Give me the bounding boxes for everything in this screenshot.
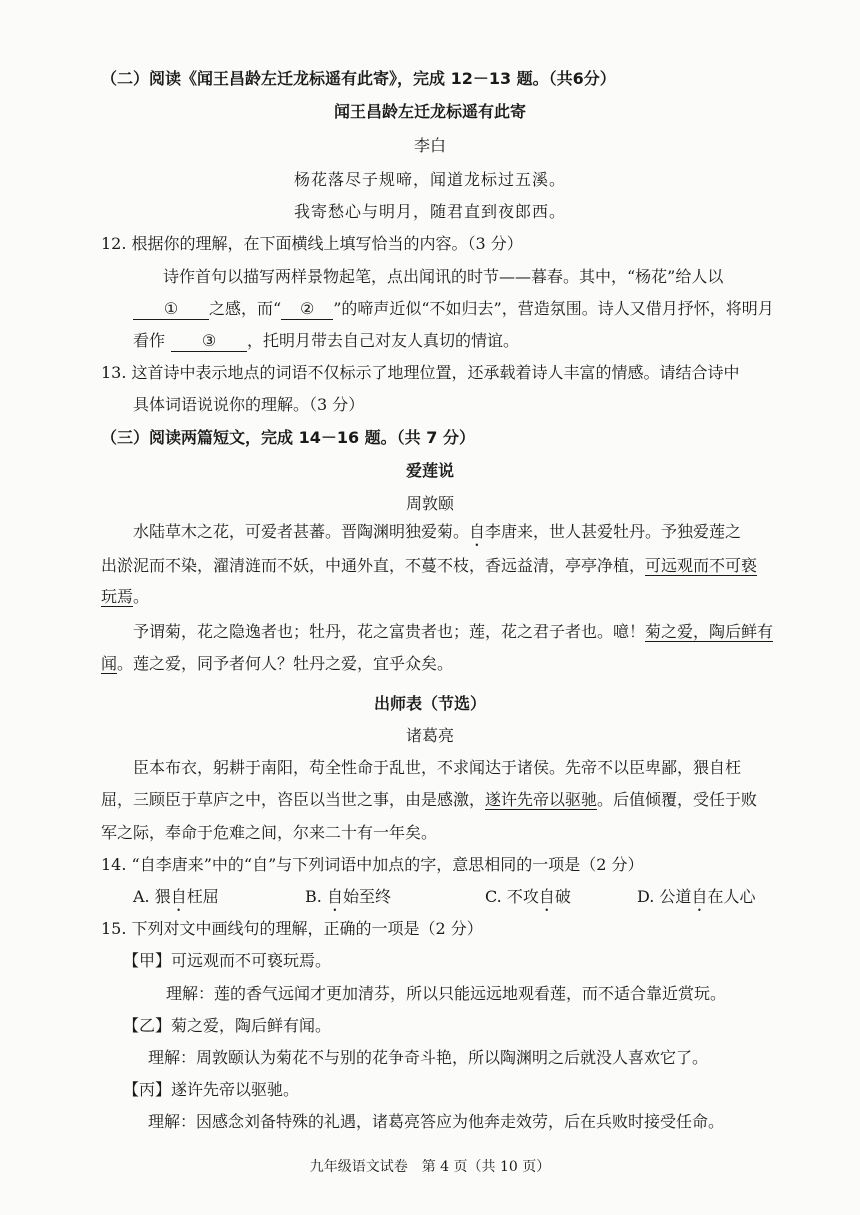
- poem-author: 李白: [413, 136, 446, 155]
- option-d-suffix: 在人心: [707, 887, 756, 906]
- q12-text-2a: 之感，而“: [209, 299, 282, 318]
- q12-text-2b: ”的啼声近似“不如归去”，营造氛围。诗人又借月抒怀，将明月: [333, 299, 774, 318]
- chushi-line-2: [101, 789, 757, 811]
- q15-yi: [123, 1015, 331, 1037]
- q14-stem: 14. “自李唐来”中的“自”与下列词语中加点的字，意思相同的一项是（2 分）: [101, 855, 644, 874]
- section-3-header: （三）阅读两篇短文，完成 14－16 题。（共 7 分）: [101, 428, 475, 447]
- q15-yi-explanation: 理解：周敦颐认为菊花不与别的花争奇斗艳，所以陶渊明之后就没人喜欢它了。: [148, 1048, 709, 1067]
- ailian-text-4a: 予谓菊，花之隐逸者也；牡丹，花之富贵者也；莲，花之君子者也。噫！: [133, 622, 646, 641]
- chushi-author: 诸葛亮: [405, 726, 454, 745]
- section-2-header: （二）阅读《闻王昌龄左迁龙标遥有此寄》，完成 12－13 题。（共6分）: [101, 69, 616, 88]
- q14-option-d[interactable]: [637, 886, 755, 915]
- option-a-dotted: 自: [170, 887, 187, 906]
- option-a-prefix: A. 猥: [133, 887, 171, 906]
- option-b-dotted: 自: [326, 887, 343, 906]
- page-footer: 九年级语文试卷 第 4 页（共 10 页）: [309, 1159, 551, 1175]
- q15-jia-explanation: 理解：莲的香气远闻才更加清芬，所以只能远远地观看莲，而不适合靠近赏玩。: [166, 984, 727, 1003]
- option-d-prefix: D. 公道: [637, 887, 692, 906]
- q12-para-line-3: [133, 330, 519, 352]
- jia-text: 可远观而不可亵玩焉。: [171, 951, 332, 970]
- poem-line-2: 我寄愁心与明月，随君直到夜郎西。: [293, 202, 566, 221]
- q14-option-c[interactable]: [485, 886, 571, 915]
- jia-label: 【甲】: [123, 951, 172, 970]
- q13-stem-line-2: 具体词语说说你的理解。（3 分）: [133, 395, 365, 414]
- q12-stem: 12. 根据你的理解，在下面横线上填写恰当的内容。（3 分）: [101, 234, 523, 253]
- q14-option-a[interactable]: [133, 886, 219, 915]
- ailian-underline-yi-2: 闻: [101, 654, 118, 673]
- option-b-suffix: 始至终: [342, 887, 391, 906]
- ailian-title: 爱莲说: [405, 461, 454, 480]
- ailian-line-4: [133, 621, 773, 643]
- q15-bing: [123, 1079, 299, 1101]
- chushi-underline-bing: 遂许先帝以驱驰: [485, 790, 598, 809]
- ailian-underline-jia-2: 玩焉: [101, 587, 134, 606]
- option-b-prefix: B.: [305, 887, 327, 906]
- option-c-dotted: 自: [538, 887, 555, 906]
- poem-title: 闻王昌龄左迁龙标遥有此寄: [333, 102, 526, 121]
- answer-blank-1[interactable]: ①: [133, 299, 209, 320]
- yi-label: 【乙】: [123, 1016, 172, 1035]
- ailian-text-3-end: 。: [133, 587, 150, 606]
- q13-stem-line-1: 13. 这首诗中表示地点的词语不仅标示了地理位置，还承载着诗人丰富的情感。请结合诗中: [101, 363, 740, 382]
- chushi-title: 出师表（节选）: [373, 694, 486, 713]
- ailian-text-5b: 。莲之爱，同予者何人？牡丹之爱，宜乎众矣。: [117, 654, 454, 673]
- ailian-text-2a: 出淤泥而不染，濯清涟而不妖，中通外直，不蔓不枝，香远益清，亭亭净植，: [101, 556, 646, 575]
- ailian-line-1: [133, 521, 741, 550]
- ailian-line-5: [101, 653, 453, 675]
- q12-text-3a: 看作: [133, 331, 166, 350]
- chushi-text-2b: 。后值倾覆，受任于败: [597, 790, 758, 809]
- chushi-line-3: 军之际，奉命于危难之间，尔来二十有一年矣。: [101, 823, 438, 842]
- option-c-prefix: C. 不攻: [485, 887, 539, 906]
- ailian-author: 周敦颐: [405, 494, 454, 513]
- poem-line-1: 杨花落尽子规啼，闻道龙标过五溪。: [293, 170, 566, 189]
- bing-label: 【丙】: [123, 1080, 172, 1099]
- ailian-text-1a: 水陆草木之花，可爱者甚蕃。晋陶渊明独爱菊。: [133, 522, 470, 541]
- bing-text: 遂许先帝以驱驰。: [171, 1080, 300, 1099]
- answer-blank-3[interactable]: ③: [171, 331, 247, 352]
- ailian-underline-yi-1: 菊之爱，陶后鲜有: [645, 622, 774, 641]
- q15-stem: 15. 下列对文中画线句的理解，正确的一项是（2 分）: [101, 919, 483, 938]
- option-d-dotted: 自: [691, 887, 708, 906]
- q12-text-3b: ，托明月带去自己对友人真切的情谊。: [247, 331, 520, 350]
- ailian-line-2: [101, 555, 757, 577]
- option-a-suffix: 枉屈: [186, 887, 219, 906]
- answer-blank-2[interactable]: ②: [281, 299, 333, 320]
- yi-text: 菊之爱，陶后鲜有闻。: [171, 1016, 332, 1035]
- chushi-line-1: 臣本布衣，躬耕于南阳，苟全性命于乱世，不求闻达于诸侯。先帝不以臣卑鄙，猥自枉: [133, 758, 742, 777]
- q12-para-line-1: 诗作首句以描写两样景物起笔，点出闻讯的时节——暮春。其中，“杨花”给人以: [163, 267, 724, 286]
- ailian-text-1b: 李唐来，世人甚爱牡丹。予独爱莲之: [485, 522, 742, 541]
- ailian-underline-jia-1: 可远观而不可亵: [645, 556, 758, 575]
- option-c-suffix: 破: [554, 887, 571, 906]
- chushi-text-2a: 屈，三顾臣于草庐之中，咨臣以当世之事，由是感激，: [101, 790, 486, 809]
- ailian-line-3: [101, 586, 149, 608]
- q12-para-line-2: [133, 298, 774, 320]
- q15-jia: [123, 950, 331, 972]
- q15-bing-explanation: 理解：因感念刘备特殊的礼遇，诸葛亮答应为他奔走效劳，后在兵败时接受任命。: [148, 1112, 725, 1131]
- q14-option-b[interactable]: [305, 886, 391, 915]
- ailian-dotted-zi: 自: [469, 522, 486, 541]
